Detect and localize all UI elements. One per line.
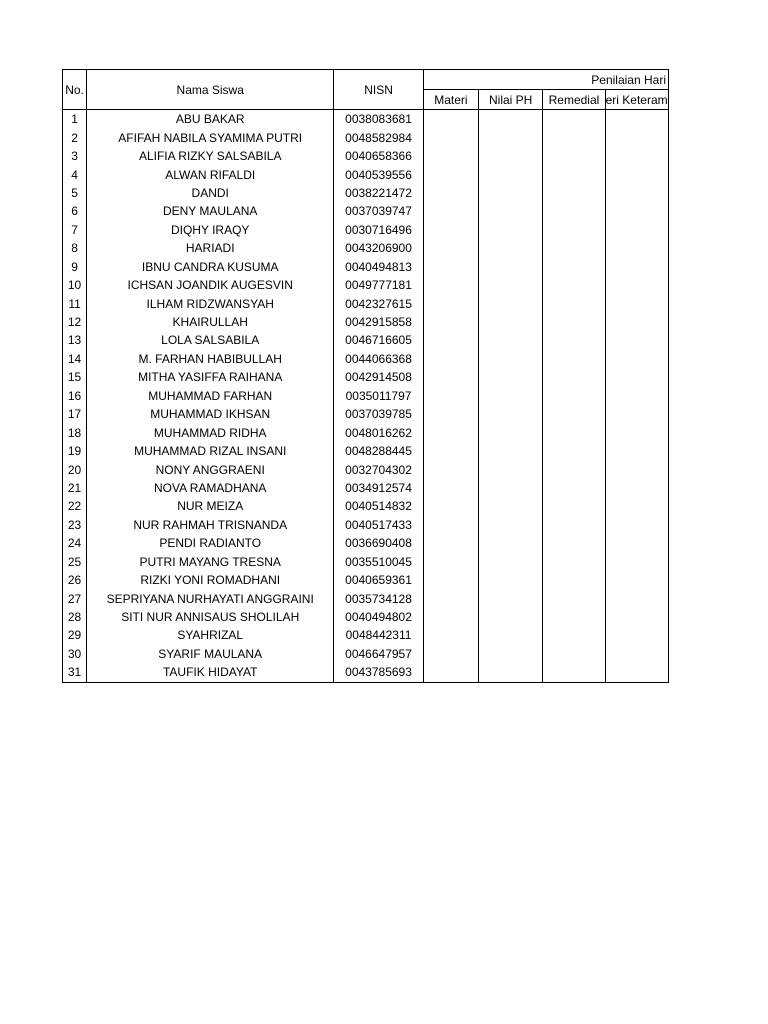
table-row [63,128,669,146]
student-nisn: 0042915858 [334,313,423,331]
student-nisn: 0042914508 [334,368,423,386]
cell-remedial [543,405,605,423]
row-number: 1 [63,110,87,129]
cell-remedial [543,608,605,626]
cell-materi [423,331,478,349]
cell-nilai-ph [479,645,543,663]
student-name: MUHAMMAD IKHSAN [87,405,334,423]
cell-remedial [543,128,605,146]
student-nisn: 0048016262 [334,423,423,441]
student-nisn: 0048442311 [334,626,423,644]
cell-nilai-ph [479,294,543,312]
cell-nilai-ph [479,276,543,294]
cell-materi [423,276,478,294]
table-row [63,663,669,682]
student-name: NOVA RAMADHANA [87,479,334,497]
cell-remedial [543,331,605,349]
cell-keterampilan [605,368,668,386]
cell-remedial [543,387,605,405]
header-materi: Materi [423,90,478,110]
cell-materi [423,589,478,607]
student-nisn: 0042327615 [334,294,423,312]
student-nisn: 0034912574 [334,479,423,497]
cell-materi [423,294,478,312]
student-grade-table [62,69,669,683]
cell-materi [423,571,478,589]
cell-keterampilan [605,184,668,202]
table-row [63,479,669,497]
cell-nilai-ph [479,626,543,644]
table-row [63,405,669,423]
table-row [63,460,669,478]
student-name: SEPRIYANA NURHAYATI ANGGRAINI [87,589,334,607]
table-row [63,239,669,257]
student-nisn: 0032704302 [334,460,423,478]
table-row [63,165,669,183]
student-nisn: 0030716496 [334,221,423,239]
row-number: 28 [63,608,87,626]
cell-nilai-ph [479,239,543,257]
header-remedial: Remedial [543,90,605,110]
cell-materi [423,626,478,644]
cell-materi [423,497,478,515]
cell-materi [423,423,478,441]
cell-nilai-ph [479,368,543,386]
table-row [63,276,669,294]
cell-keterampilan [605,497,668,515]
cell-keterampilan [605,460,668,478]
cell-materi [423,645,478,663]
student-nisn: 0037039747 [334,202,423,220]
cell-remedial [543,626,605,644]
row-number: 10 [63,276,87,294]
cell-materi [423,202,478,220]
row-number: 31 [63,663,87,682]
cell-nilai-ph [479,534,543,552]
student-nisn: 0040517433 [334,516,423,534]
cell-nilai-ph [479,165,543,183]
cell-keterampilan [605,663,668,682]
cell-materi [423,368,478,386]
cell-keterampilan [605,258,668,276]
row-number: 19 [63,442,87,460]
cell-keterampilan [605,387,668,405]
cell-nilai-ph [479,405,543,423]
header-no: No. [63,70,87,110]
student-name: DIQHY IRAQY [87,221,334,239]
cell-nilai-ph [479,350,543,368]
student-name: MUHAMMAD RIZAL INSANI [87,442,334,460]
cell-keterampilan [605,239,668,257]
table-row [63,626,669,644]
cell-remedial [543,460,605,478]
table-row [63,350,669,368]
row-number: 16 [63,387,87,405]
row-number: 11 [63,294,87,312]
cell-keterampilan [605,608,668,626]
cell-keterampilan [605,331,668,349]
cell-keterampilan [605,110,668,129]
student-nisn: 0040539556 [334,165,423,183]
row-number: 26 [63,571,87,589]
cell-nilai-ph [479,202,543,220]
row-number: 8 [63,239,87,257]
cell-remedial [543,497,605,515]
cell-keterampilan [605,534,668,552]
student-nisn: 0036690408 [334,534,423,552]
cell-remedial [543,553,605,571]
cell-remedial [543,313,605,331]
student-name: HARIADI [87,239,334,257]
cell-keterampilan [605,479,668,497]
student-nisn: 0038221472 [334,184,423,202]
student-name: NONY ANGGRAENI [87,460,334,478]
student-nisn: 0049777181 [334,276,423,294]
row-number: 2 [63,128,87,146]
cell-remedial [543,423,605,441]
student-nisn: 0038083681 [334,110,423,129]
cell-materi [423,128,478,146]
cell-keterampilan [605,553,668,571]
student-name: ALIFIA RIZKY SALSABILA [87,147,334,165]
cell-remedial [543,663,605,682]
student-nisn: 0040658366 [334,147,423,165]
cell-nilai-ph [479,516,543,534]
student-nisn: 0046716605 [334,331,423,349]
row-number: 22 [63,497,87,515]
cell-materi [423,608,478,626]
student-nisn: 0046647957 [334,645,423,663]
cell-nilai-ph [479,479,543,497]
student-name: PENDI RADIANTO [87,534,334,552]
student-name: LOLA SALSABILA [87,331,334,349]
cell-remedial [543,571,605,589]
student-name: SYARIF MAULANA [87,645,334,663]
cell-materi [423,350,478,368]
cell-remedial [543,350,605,368]
cell-nilai-ph [479,553,543,571]
table-row [63,368,669,386]
cell-materi [423,239,478,257]
table-row [63,423,669,441]
cell-remedial [543,368,605,386]
cell-keterampilan [605,645,668,663]
student-name: PUTRI MAYANG TRESNA [87,553,334,571]
cell-keterampilan [605,147,668,165]
cell-remedial [543,516,605,534]
cell-remedial [543,479,605,497]
cell-remedial [543,239,605,257]
student-name: ILHAM RIDZWANSYAH [87,294,334,312]
cell-remedial [543,202,605,220]
cell-nilai-ph [479,460,543,478]
student-nisn: 0040494802 [334,608,423,626]
cell-remedial [543,534,605,552]
cell-materi [423,258,478,276]
row-number: 21 [63,479,87,497]
table-row [63,258,669,276]
student-nisn: 0037039785 [334,405,423,423]
table-row [63,387,669,405]
table-row [63,534,669,552]
row-number: 30 [63,645,87,663]
table-row [63,221,669,239]
student-name: RIZKI YONI ROMADHANI [87,571,334,589]
cell-keterampilan [605,313,668,331]
student-name: DANDI [87,184,334,202]
cell-keterampilan [605,423,668,441]
cell-materi [423,553,478,571]
cell-remedial [543,442,605,460]
student-nisn: 0040494813 [334,258,423,276]
student-nisn: 0043206900 [334,239,423,257]
student-nisn: 0035510045 [334,553,423,571]
cell-keterampilan [605,571,668,589]
cell-keterampilan [605,589,668,607]
row-number: 25 [63,553,87,571]
header-keterampilan: eri Keteram [605,90,668,110]
cell-nilai-ph [479,497,543,515]
student-nisn: 0043785693 [334,663,423,682]
cell-materi [423,479,478,497]
student-name: ALWAN RIFALDI [87,165,334,183]
cell-nilai-ph [479,571,543,589]
student-nisn: 0040659361 [334,571,423,589]
cell-materi [423,221,478,239]
student-nisn: 0048288445 [334,442,423,460]
student-name: MUHAMMAD RIDHA [87,423,334,441]
row-number: 5 [63,184,87,202]
table-row [63,442,669,460]
student-name: M. FARHAN HABIBULLAH [87,350,334,368]
cell-remedial [543,147,605,165]
header-penilaian-harian: Penilaian Hari [423,70,668,90]
row-number: 9 [63,258,87,276]
student-nisn: 0040514832 [334,497,423,515]
row-number: 20 [63,460,87,478]
cell-remedial [543,276,605,294]
cell-materi [423,313,478,331]
student-nisn: 0035011797 [334,387,423,405]
cell-remedial [543,165,605,183]
row-number: 29 [63,626,87,644]
row-number: 27 [63,589,87,607]
header-nisn: NISN [334,70,423,110]
cell-keterampilan [605,626,668,644]
cell-nilai-ph [479,258,543,276]
cell-keterampilan [605,221,668,239]
row-number: 17 [63,405,87,423]
table-row [63,608,669,626]
student-name: SYAHRIZAL [87,626,334,644]
cell-remedial [543,589,605,607]
table-row [63,589,669,607]
cell-nilai-ph [479,147,543,165]
cell-keterampilan [605,165,668,183]
row-number: 3 [63,147,87,165]
student-name: AFIFAH NABILA SYAMIMA PUTRI [87,128,334,146]
cell-keterampilan [605,202,668,220]
row-number: 7 [63,221,87,239]
table-row [63,516,669,534]
spreadsheet [62,69,669,683]
table-row [63,497,669,515]
student-name: DENY MAULANA [87,202,334,220]
row-number: 4 [63,165,87,183]
table-body [63,110,669,683]
cell-materi [423,460,478,478]
student-name: MITHA YASIFFA RAIHANA [87,368,334,386]
cell-nilai-ph [479,663,543,682]
cell-materi [423,147,478,165]
row-number: 14 [63,350,87,368]
table-row [63,331,669,349]
row-number: 23 [63,516,87,534]
table-row [63,313,669,331]
cell-materi [423,534,478,552]
row-number: 24 [63,534,87,552]
table-row [63,294,669,312]
student-name: ABU BAKAR [87,110,334,129]
cell-remedial [543,294,605,312]
cell-nilai-ph [479,184,543,202]
row-number: 18 [63,423,87,441]
cell-keterampilan [605,405,668,423]
cell-nilai-ph [479,423,543,441]
student-name: MUHAMMAD FARHAN [87,387,334,405]
cell-nilai-ph [479,589,543,607]
cell-nilai-ph [479,608,543,626]
cell-materi [423,110,478,129]
cell-nilai-ph [479,331,543,349]
cell-keterampilan [605,442,668,460]
cell-remedial [543,110,605,129]
cell-materi [423,405,478,423]
student-name: KHAIRULLAH [87,313,334,331]
row-number: 15 [63,368,87,386]
table-row [63,553,669,571]
cell-nilai-ph [479,221,543,239]
cell-keterampilan [605,276,668,294]
row-number: 6 [63,202,87,220]
table-row [63,571,669,589]
student-nisn: 0035734128 [334,589,423,607]
cell-remedial [543,258,605,276]
cell-materi [423,516,478,534]
cell-materi [423,663,478,682]
cell-remedial [543,645,605,663]
cell-remedial [543,221,605,239]
cell-nilai-ph [479,387,543,405]
cell-remedial [543,184,605,202]
student-name: IBNU CANDRA KUSUMA [87,258,334,276]
cell-keterampilan [605,128,668,146]
cell-nilai-ph [479,442,543,460]
student-name: NUR RAHMAH TRISNANDA [87,516,334,534]
row-number: 12 [63,313,87,331]
cell-keterampilan [605,516,668,534]
table-row [63,110,669,129]
cell-materi [423,184,478,202]
cell-keterampilan [605,350,668,368]
cell-materi [423,165,478,183]
cell-materi [423,442,478,460]
cell-keterampilan [605,294,668,312]
student-nisn: 0048582984 [334,128,423,146]
student-name: NUR MEIZA [87,497,334,515]
row-number: 13 [63,331,87,349]
student-name: ICHSAN JOANDIK AUGESVIN [87,276,334,294]
table-row [63,184,669,202]
student-nisn: 0044066368 [334,350,423,368]
student-name: TAUFIK HIDAYAT [87,663,334,682]
cell-nilai-ph [479,110,543,129]
table-row [63,645,669,663]
cell-nilai-ph [479,128,543,146]
cell-nilai-ph [479,313,543,331]
student-name: SITI NUR ANNISAUS SHOLILAH [87,608,334,626]
table-row [63,202,669,220]
header-nilai-ph: Nilai PH [479,90,543,110]
table-row [63,147,669,165]
cell-materi [423,387,478,405]
header-name: Nama Siswa [87,70,334,110]
